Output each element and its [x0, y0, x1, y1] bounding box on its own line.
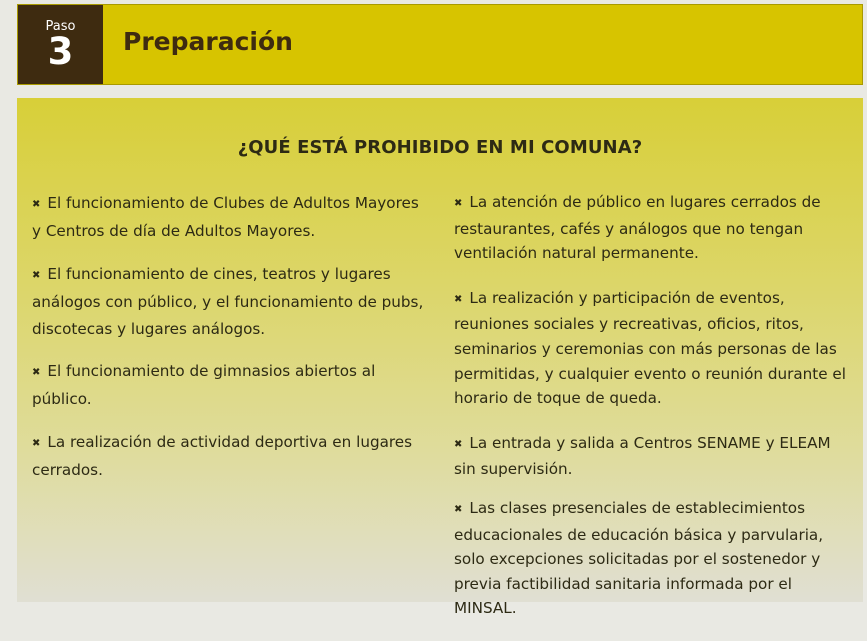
- step-header: [17, 4, 863, 85]
- x-mark-icon: ✖: [454, 438, 463, 450]
- step-indicator: [18, 5, 103, 84]
- page-title: Preparación: [123, 27, 293, 56]
- x-mark-icon: ✖: [454, 198, 463, 209]
- list-item: ✖ El funcionamiento de cines, teatros y lugares análogos con público, y el funcionamiento de pubs, discotecas y lugares análogos.: [32, 264, 424, 338]
- list-item: ✖ La atención de público en lugares cerrados de restaurantes, cafés y análogos que no tengan ventilación natural permanente.: [454, 193, 821, 263]
- list-item: ✖ La realización de actividad deportiva en lugares cerrados.: [32, 432, 413, 480]
- right-column: [454, 190, 856, 641]
- x-mark-icon: ✖: [32, 437, 41, 449]
- x-mark-icon: ✖: [454, 503, 463, 515]
- left-column: [32, 190, 432, 500]
- list-item: ✖ El funcionamiento de Clubes de Adultos Mayores y Centros de día de Adultos Mayores.: [32, 194, 419, 241]
- step-label: Paso: [45, 19, 76, 34]
- step-number: 3: [47, 30, 74, 73]
- x-mark-icon: ✖: [32, 199, 41, 210]
- list-item: ✖ El funcionamiento de gimnasios abiertos al público.: [32, 362, 376, 409]
- x-mark-icon: ✖: [32, 269, 41, 281]
- card-heading: ¿QUÉ ESTÁ PROHIBIDO EN MI COMUNA?: [237, 137, 643, 158]
- prohibitions-card: [17, 98, 863, 618]
- x-mark-icon: ✖: [454, 293, 463, 305]
- x-mark-icon: ✖: [32, 367, 41, 379]
- list-item: ✖ Las clases presenciales de establecimientos educacionales de educación básica y parvularia, solo excepciones solicitadas por el sostenedor y previa factibilidad sanitaria informada por el MINSAL.: [454, 498, 824, 618]
- list-item: ✖ La entrada y salida a Centros SENAME y ELEAM sin supervisión.: [454, 433, 831, 479]
- list-item: ✖ La realización y participación de eventos, reuniones sociales y recreativas, oficios, ritos, seminarios y ceremonias con más personas de las permitidas, y cualquier evento o reunión durante el horario de toque de queda.: [454, 288, 846, 408]
